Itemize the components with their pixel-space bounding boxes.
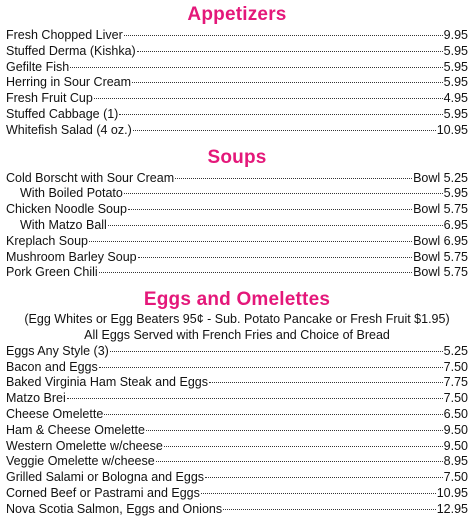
dot-leader <box>138 256 412 258</box>
dot-leader <box>205 476 443 478</box>
menu-item-name: Cheese Omelette <box>6 406 104 421</box>
menu-item-name: Chicken Noodle Soup <box>6 202 127 217</box>
dot-leader <box>104 413 442 415</box>
menu-item-name: Corned Beef or Pastrami and Eggs <box>6 485 200 500</box>
menu-item-price: 6.95 <box>443 217 468 232</box>
menu-item-name: Stuffed Derma (Kishka) <box>6 43 136 58</box>
menu-item-name: Pork Green Chili <box>6 265 98 280</box>
dot-leader <box>99 366 443 368</box>
dot-leader <box>67 397 443 399</box>
menu-item-price: 9.50 <box>443 422 468 437</box>
menu-item-price: 7.50 <box>443 391 468 406</box>
menu-item-price: 9.50 <box>443 438 468 453</box>
menu-item-price: 8.95 <box>443 454 468 469</box>
menu-item-row <box>6 75 468 91</box>
menu-item-row <box>6 423 468 439</box>
menu-item-name: Fresh Chopped Liver <box>6 28 123 42</box>
menu-item-name: Grilled Salami or Bologna and Eggs <box>6 470 205 485</box>
menu-item-name: Matzo Brei <box>6 391 66 406</box>
menu-item-row <box>6 218 468 234</box>
menu-item-name: Mushroom Barley Soup <box>6 249 137 264</box>
menu-item-name: Gefilte Fish <box>6 59 70 74</box>
menu-item-row <box>6 375 468 391</box>
menu-item-price: 7.75 <box>443 375 468 390</box>
menu-item-price: 7.50 <box>443 359 468 374</box>
menu-item-name: With Boiled Potato <box>20 186 123 201</box>
soups-heading: Soups <box>207 146 267 168</box>
dot-leader <box>128 208 412 210</box>
menu-item-name: Western Omelette w/cheese <box>6 438 163 453</box>
dot-leader <box>108 224 443 226</box>
menu-item-name: Ham & Cheese Omelette <box>6 422 145 437</box>
menu-item-row <box>6 186 468 202</box>
menu-item-row <box>6 344 468 360</box>
menu-item-price: Bowl 5.75 <box>413 265 468 280</box>
menu-item-row <box>6 454 468 470</box>
menu-item-price: 12.95 <box>436 501 468 516</box>
menu-item-row <box>6 439 468 455</box>
menu-item-row <box>6 470 468 486</box>
menu-item-row <box>6 360 468 376</box>
menu-item-name: Whitefish Salad (4 oz.) <box>6 122 132 137</box>
dot-leader <box>175 177 412 179</box>
menu-item-row <box>6 407 468 423</box>
menu-item-name: Veggie Omelette w/cheese <box>6 454 155 469</box>
menu-item-row <box>6 486 468 502</box>
soups-section <box>6 145 468 282</box>
eggs-substitution-note: (Egg Whites or Egg Beaters 95¢ - Sub. Potato Pancake or Fresh Fruit $1.95) <box>24 312 450 327</box>
dot-leader <box>223 508 436 510</box>
menu-item-row <box>6 234 468 250</box>
menu-item-price: Bowl 5.75 <box>413 249 468 264</box>
menu-page <box>0 2 474 517</box>
menu-item-row <box>6 391 468 407</box>
menu-item-price: 5.95 <box>443 106 468 121</box>
dot-leader <box>133 129 436 131</box>
menu-item-row <box>6 60 468 76</box>
dot-leader <box>146 429 443 431</box>
dot-leader <box>201 492 436 494</box>
menu-item-row <box>6 265 468 281</box>
dot-leader <box>99 271 412 273</box>
dot-leader <box>110 350 443 352</box>
dot-leader <box>132 81 443 83</box>
menu-item-name: Fresh Fruit Cup <box>6 91 93 106</box>
menu-item-name: Herring in Sour Cream <box>6 75 132 90</box>
menu-item-name: Stuffed Cabbage (1) <box>6 106 119 121</box>
menu-item-price: 5.95 <box>443 59 468 74</box>
menu-item-price: 5.95 <box>443 186 468 201</box>
menu-item-row <box>6 91 468 107</box>
menu-item-price: 4.95 <box>443 91 468 106</box>
menu-item-name: Eggs Any Style (3) <box>6 343 109 358</box>
menu-item-price: 10.95 <box>436 485 468 500</box>
eggs-section <box>6 288 468 517</box>
menu-item-row <box>6 502 468 518</box>
eggs-served-note: All Eggs Served with French Fries and Choice of Bread <box>84 327 390 342</box>
dot-leader <box>156 460 443 462</box>
soups-list <box>6 171 468 282</box>
menu-item-row <box>6 250 468 266</box>
menu-item-price: 6.50 <box>443 406 468 421</box>
menu-item-row <box>6 28 468 44</box>
menu-item-row <box>6 202 468 218</box>
dot-leader <box>209 381 443 383</box>
eggs-list <box>6 344 468 518</box>
menu-item-name: Nova Scotia Salmon, Eggs and Onions <box>6 501 223 516</box>
dot-leader <box>119 113 442 115</box>
menu-item-name: Kreplach Soup <box>6 233 89 248</box>
dot-leader <box>164 445 443 447</box>
menu-item-price: 5.25 <box>443 343 468 358</box>
eggs-heading: Eggs and Omelettes <box>143 289 331 311</box>
menu-item-price: Bowl 6.95 <box>413 233 468 248</box>
dot-leader <box>124 192 443 194</box>
dot-leader <box>94 97 443 99</box>
dot-leader <box>137 50 443 52</box>
appetizers-section <box>6 2 468 139</box>
menu-item-name: Cold Borscht with Sour Cream <box>6 170 175 185</box>
menu-item-price: Bowl 5.75 <box>413 202 468 217</box>
menu-item-row <box>6 44 468 60</box>
menu-item-price: Bowl 5.25 <box>413 170 468 185</box>
menu-item-price: 9.95 <box>443 28 468 42</box>
dot-leader <box>70 66 442 68</box>
menu-item-name: Baked Virginia Ham Steak and Eggs <box>6 375 208 390</box>
appetizers-heading: Appetizers <box>187 4 287 25</box>
menu-item-name: With Matzo Ball <box>20 217 107 232</box>
menu-item-row <box>6 171 468 187</box>
menu-item-row <box>6 123 468 139</box>
menu-item-price: 10.95 <box>436 122 468 137</box>
menu-item-price: 5.95 <box>443 75 468 90</box>
appetizers-list <box>6 28 468 139</box>
menu-item-price: 5.95 <box>443 43 468 58</box>
menu-item-name: Bacon and Eggs <box>6 359 98 374</box>
menu-item-price: 7.50 <box>443 470 468 485</box>
dot-leader <box>124 34 443 36</box>
menu-item-row <box>6 107 468 123</box>
dot-leader <box>89 240 412 242</box>
